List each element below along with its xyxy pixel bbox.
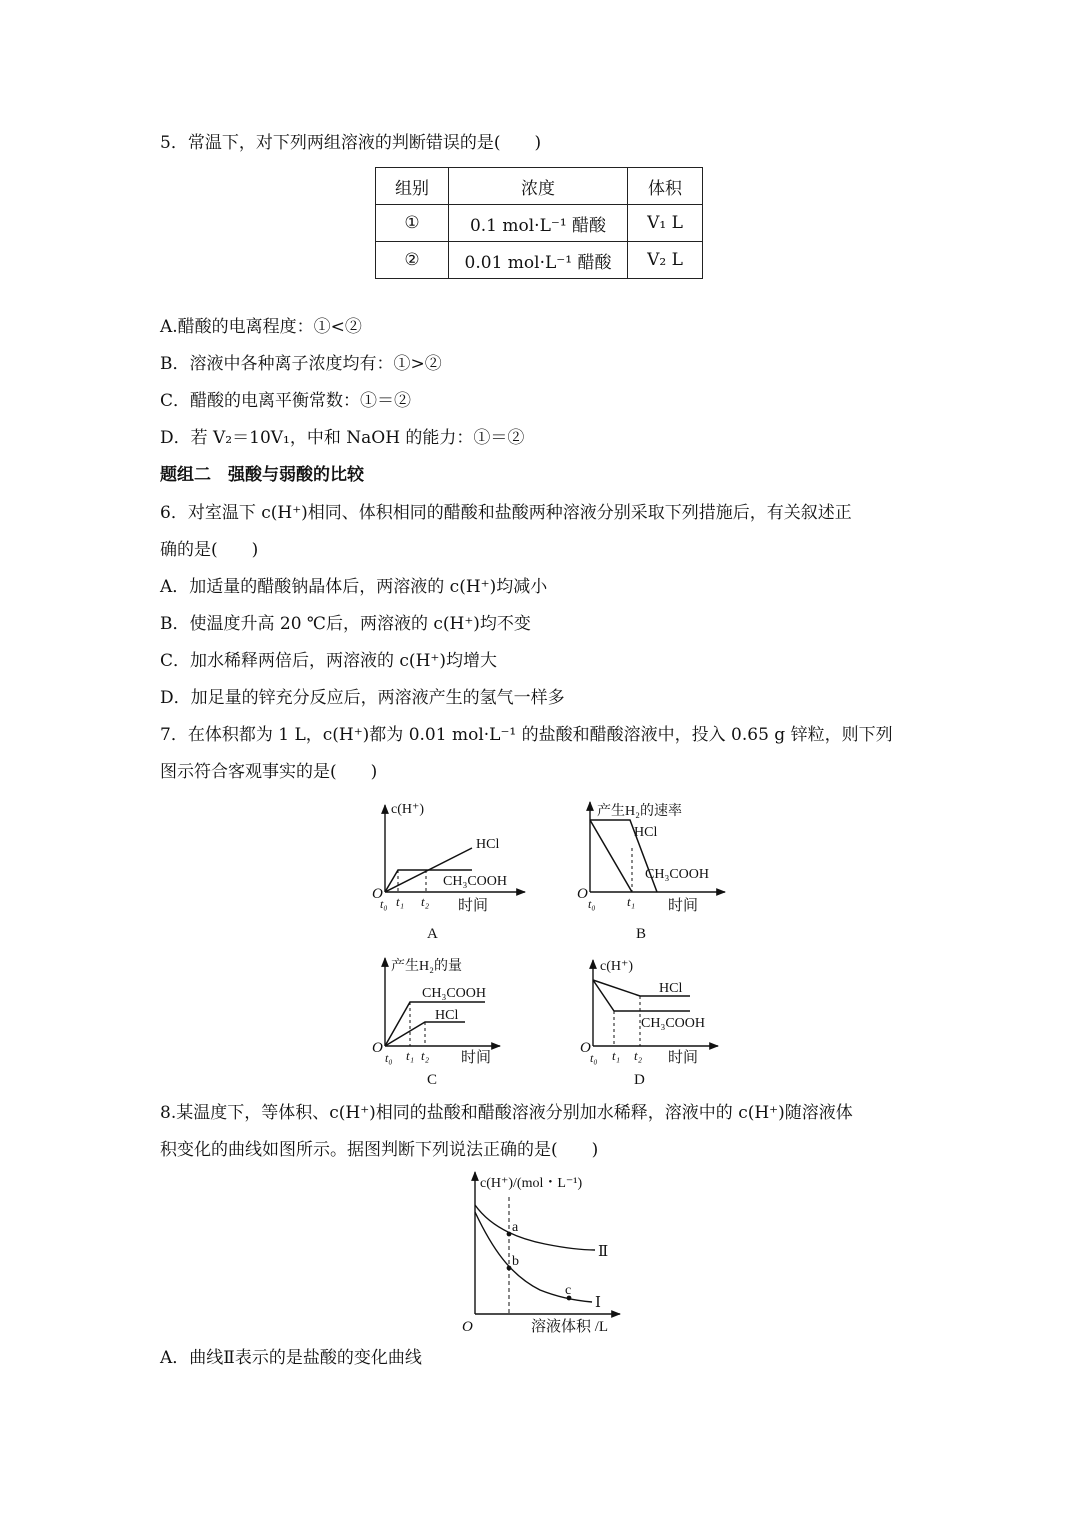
tick-label: t₀ — [385, 1051, 393, 1065]
curve-label: CH₃COOH — [443, 874, 507, 889]
q5-stem: 5．常温下，对下列两组溶液的判断错误的是( ) — [160, 133, 542, 153]
curve-label: HCl — [435, 1008, 459, 1023]
origin-label: O — [580, 1040, 591, 1056]
point-label: a — [512, 1220, 519, 1235]
q7-graph-d — [580, 959, 718, 1088]
q8-stem-line-2: 积变化的曲线如图所示。据图判断下列说法正确的是( ) — [160, 1140, 599, 1160]
origin-label: O — [577, 886, 588, 902]
tick-label: t₀ — [588, 897, 596, 911]
q5-option-c: C．醋酸的电离平衡常数：①＝② — [160, 391, 412, 411]
origin-label: O — [372, 1040, 383, 1056]
q7-graph-a — [372, 802, 525, 942]
y-axis-label: c(H⁺) — [600, 959, 634, 974]
table-cell: ② — [376, 242, 449, 279]
table-cell: ① — [376, 205, 449, 242]
origin-label: O — [372, 886, 383, 902]
x-axis-label: 时间 — [461, 1050, 492, 1066]
q5-option-a: A.醋酸的电离程度：①<② — [160, 317, 362, 337]
graph-caption: A — [427, 926, 438, 942]
point-a — [507, 1232, 512, 1237]
tick-label: t₂ — [421, 1048, 430, 1063]
q8-stem-line-1: 8.某温度下，等体积、c(H⁺)相同的盐酸和醋酸溶液分别加水稀释，溶液中的 c(H⁺)随溶液体 — [160, 1103, 853, 1123]
tick-label: t₁ — [406, 1048, 415, 1063]
q6-option-d: D．加足量的锌充分反应后，两溶液产生的氢气一样多 — [160, 688, 565, 708]
table-cell: 0.1 mol·L⁻¹ 醋酸 — [449, 205, 628, 242]
curve-i — [475, 1212, 592, 1302]
q5-option-d: D．若 V₂＝10V₁，中和 NaOH 的能力：①＝② — [160, 428, 525, 448]
curve-label: HCl — [634, 825, 658, 840]
curve-label: Ⅱ — [598, 1244, 609, 1260]
point-label: b — [512, 1254, 519, 1269]
x-axis-label: 时间 — [458, 898, 489, 914]
tick-label: t₀ — [590, 1051, 598, 1065]
curve-ii — [475, 1205, 595, 1250]
y-axis-label: 产生H₂的速率 — [597, 804, 682, 819]
tick-label: t₁ — [627, 894, 636, 909]
q7-graph-c — [372, 957, 500, 1088]
tick-label: t₂ — [634, 1048, 643, 1063]
curve-label: Ⅰ — [595, 1295, 601, 1311]
x-axis-label: 时间 — [668, 1050, 699, 1066]
q6-option-a: A．加适量的醋酸钠晶体后，两溶液的 c(H⁺)均减小 — [160, 577, 548, 597]
y-axis-label: c(H⁺)/(mol・L⁻¹) — [480, 1176, 583, 1191]
graph-caption: D — [634, 1072, 645, 1088]
q7-stem-line-2: 图示符合客观事实的是( ) — [160, 762, 378, 782]
table-header-cell: 体积 — [628, 168, 703, 205]
tick-label: t₁ — [612, 1048, 621, 1063]
graph-caption: C — [427, 1072, 438, 1088]
section-heading: 题组二 强酸与弱酸的比较 — [160, 465, 364, 485]
tick-label: t₀ — [380, 897, 388, 911]
point-label: c — [565, 1283, 572, 1298]
curve-label: CH₃COOH — [641, 1016, 705, 1031]
q8-option-a: A．曲线Ⅱ表示的是盐酸的变化曲线 — [160, 1348, 422, 1368]
table-cell: V₂ L — [628, 242, 703, 279]
x-axis-label: 时间 — [668, 898, 699, 914]
tick-label: t₂ — [421, 894, 430, 909]
curve-label: CH₃COOH — [645, 867, 709, 882]
q6-option-c: C．加水稀释两倍后，两溶液的 c(H⁺)均增大 — [160, 651, 497, 671]
origin-label: O — [462, 1319, 473, 1335]
point-b — [507, 1266, 512, 1271]
q6-stem-line-1: 6．对室温下 c(H⁺)相同、体积相同的醋酸和盐酸两种溶液分别采取下列措施后，有关叙述正 — [160, 503, 852, 523]
table-header-cell: 组别 — [376, 168, 449, 205]
curve-label: HCl — [659, 981, 683, 996]
q7-graph-b — [577, 802, 725, 942]
tick-label: t₁ — [396, 894, 405, 909]
table-cell: 0.01 mol·L⁻¹ 醋酸 — [449, 242, 628, 279]
y-axis-label: 产生H₂的量 — [391, 959, 462, 974]
q7-stem-line-1: 7．在体积都为 1 L，c(H⁺)都为 0.01 mol·L⁻¹ 的盐酸和醋酸溶液中，投入 0.65 g 锌粒，则下列 — [160, 725, 893, 745]
curve-ch3cooh — [590, 820, 632, 892]
q6-stem-line-2: 确的是( ) — [160, 540, 259, 560]
q6-option-b: B．使温度升高 20 ℃后，两溶液的 c(H⁺)均不变 — [160, 614, 531, 634]
x-axis-label: 溶液体积 /L — [531, 1319, 609, 1335]
q5-option-b: B．溶液中各种离子浓度均有：①>② — [160, 354, 442, 374]
q8-graph — [462, 1172, 620, 1335]
y-axis-label: c(H⁺) — [391, 802, 425, 817]
table-cell: V₁ L — [628, 205, 703, 242]
curve-label: CH₃COOH — [422, 986, 486, 1001]
curve-label: HCl — [476, 837, 500, 852]
graph-caption: B — [636, 926, 647, 942]
table-header-cell: 浓度 — [449, 168, 628, 205]
